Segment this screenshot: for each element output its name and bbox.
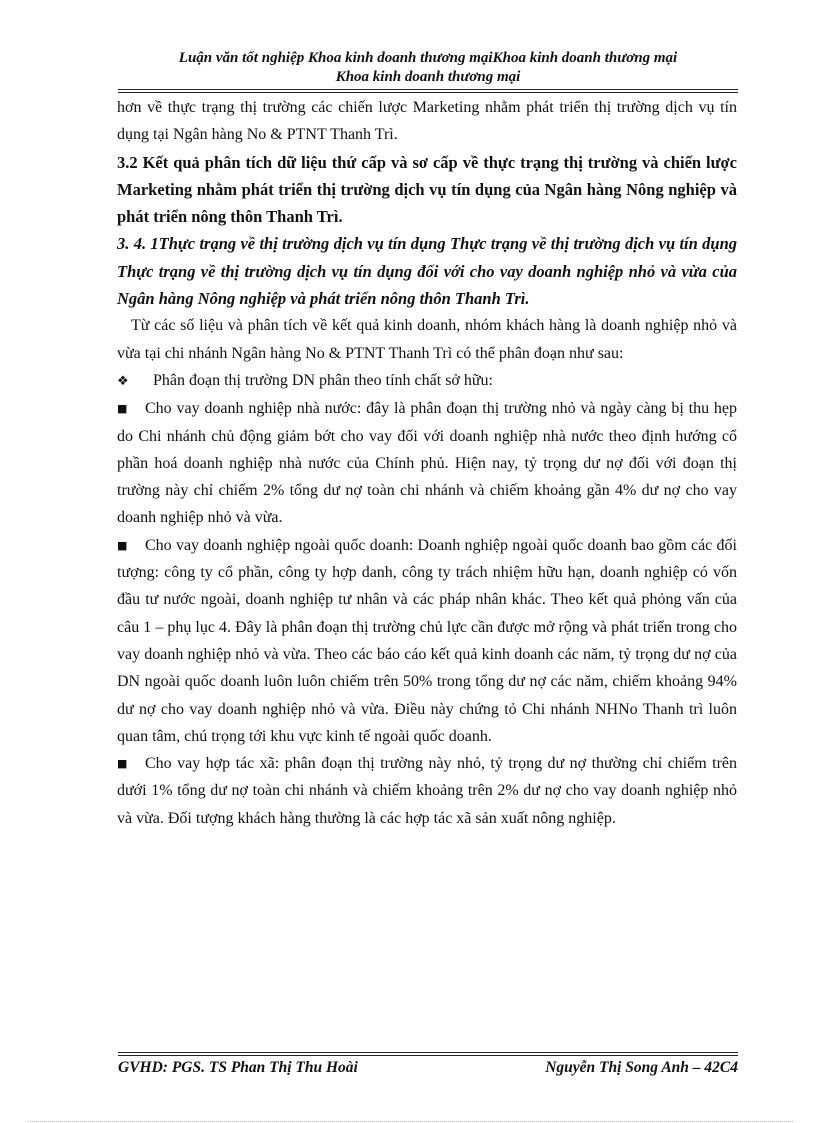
page-header bbox=[118, 49, 738, 87]
header-rule-thin bbox=[118, 92, 738, 93]
square-bullet-icon: ■ bbox=[117, 538, 128, 552]
header-line-1: Luận văn tốt nghiệp Khoa kinh doanh thương mạiKhoa kinh doanh thương mại bbox=[178, 50, 678, 66]
bullet-text: Cho vay doanh nghiệp ngoài quốc doanh: Doanh nghiệp ngoài quốc doanh bao gồm các đối tượng: công ty cổ phần, công ty hợp danh, công ty trách nhiệm hữu hạn, doanh nghiệp có vốn đầu tư nước ngoài, doanh nghiệp tư nhân và các pháp nhân khác. Theo kết quả phỏng vấn của câu 1 – phụ lục 4. Đây là phân đoạn thị trường chủ lực cần được mở rộng và phát triển trong cho vay doanh nghiệp nhỏ và vừa. Theo các báo cáo kết quả kinh doanh các năm, tỷ trọng dư nợ của DN ngoài quốc doanh luôn luôn chiếm trên 50% trong tổng dư nợ các năm, chiếm khoảng 94% dư nợ cho vay doanh nghiệp nhỏ và vừa. Điều này chứng tỏ Chi nhánh NHNo Thanh trì luôn quan tâm, chú trọng tới khu vực kinh tế ngoài quốc doanh. bbox=[117, 536, 737, 745]
square-bullet-icon: ■ bbox=[117, 402, 128, 416]
bullet-item-cooperative bbox=[117, 750, 737, 832]
header-line-2: Khoa kinh doanh thương mại bbox=[335, 69, 521, 85]
footer-advisor: GVHD: PGS. TS Phan Thị Thu Hoài bbox=[118, 1059, 358, 1076]
page-content bbox=[117, 94, 737, 832]
diamond-list-item bbox=[117, 367, 737, 395]
page-footer bbox=[118, 1058, 738, 1078]
bullet-item-non-state-enterprise bbox=[117, 532, 737, 750]
continuation-paragraph: hơn về thực trạng thị trường các chiến lược Marketing nhằm phát triển thị trường dịch vụ tín dụng tại Ngân hàng No & PTNT Thanh Trì. bbox=[117, 99, 737, 144]
diamond-item-text: Phân đoạn thị trường DN phân theo tính chất sở hữu: bbox=[153, 371, 493, 389]
footer-rule-thick bbox=[118, 1055, 738, 1056]
footer-author: Nguyễn Thị Song Anh – 42C4 bbox=[545, 1059, 738, 1076]
header-rule-thick bbox=[118, 89, 738, 90]
four-diamond-bullet-icon: ❖ bbox=[117, 373, 129, 389]
section-heading-3-2: 3.2 Kết quả phân tích dữ liệu thứ cấp và sơ cấp về thực trạng thị trường và chiến lược Marketing nhằm phát triển thị trường dịch vụ tín dụng của Ngân hàng Nông nghiệp và phát triển nông thôn Thanh Trì. bbox=[117, 152, 737, 227]
footer-rule-thin bbox=[118, 1052, 738, 1053]
square-bullet-icon: ■ bbox=[117, 757, 128, 771]
bullet-item-state-enterprise bbox=[117, 395, 737, 531]
bullet-text: Cho vay hợp tác xã: phân đoạn thị trường này nhỏ, tỷ trọng dư nợ thường chỉ chiếm trên dưới 1% tổng dư nợ toàn chi nhánh và chiếm khoảng trên 2% dư nợ cho vay doanh nghiệp nhỏ và vừa. Đối tượng khách hàng thường là các hợp tác xã sản xuất nông nghiệp. bbox=[117, 755, 737, 827]
intro-paragraph: Từ các số liệu và phân tích về kết quả kinh doanh, nhóm khách hàng là doanh nghiệp nhỏ và vừa tại chi nhánh Ngân hàng No & PTNT Thanh Trì có thể phân đoạn như sau: bbox=[117, 317, 737, 362]
page-edge-divider bbox=[28, 1121, 793, 1122]
section-heading-3-4-1: 3. 4. 1Thực trạng về thị trường dịch vụ tín dụng Thực trạng về thị trường dịch vụ tín dụng Thực trạng về thị trường dịch vụ tín dụng đối với cho vay doanh nghiệp nhỏ và vừa của Ngân hàng Nông nghiệp và phát triển nông thôn Thanh Trì. bbox=[117, 234, 737, 309]
bullet-text: Cho vay doanh nghiệp nhà nước: đây là phân đoạn thị trường nhỏ và ngày càng bị thu hẹp do Chi nhánh chủ động giảm bớt cho vay đối với doanh nghiệp nhà nước theo định hướng cổ phần hoá doanh nghiệp nhà nước của Chính phủ. Hiện nay, tỷ trọng dư nợ đối với đoạn thị trường này chỉ chiếm 2% tổng dư nợ toàn chi nhánh và chiếm khoảng gần 4% dư nợ cho vay doanh nghiệp nhỏ và vừa. bbox=[117, 400, 737, 527]
